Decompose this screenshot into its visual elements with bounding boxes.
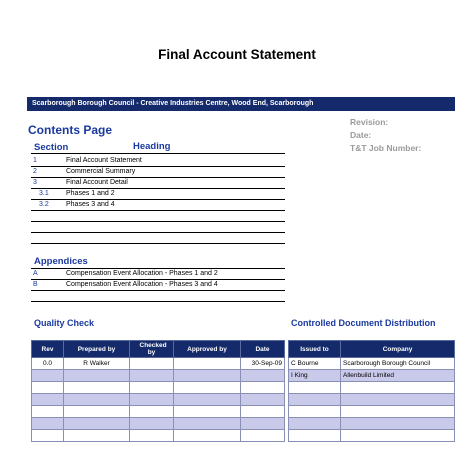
table-cell xyxy=(341,418,455,430)
table-cell xyxy=(130,358,174,370)
appendix-title: Compensation Event Allocation - Phases 3 and 4 xyxy=(66,281,218,288)
job-number-label: T&T Job Number: xyxy=(350,143,422,153)
table-cell xyxy=(174,358,241,370)
table-cell xyxy=(174,418,241,430)
table-cell xyxy=(289,382,341,394)
document-title: Final Account Statement xyxy=(158,47,316,62)
contents-item xyxy=(31,199,285,210)
table-cell xyxy=(241,430,285,442)
table-row xyxy=(289,430,455,442)
column-header: Approved by xyxy=(174,341,241,358)
table-cell xyxy=(32,406,64,418)
column-header: Company xyxy=(341,341,455,358)
distribution-table xyxy=(288,340,455,442)
table-cell xyxy=(64,382,130,394)
divider xyxy=(31,153,285,154)
table-cell xyxy=(174,370,241,382)
table-cell xyxy=(341,430,455,442)
table-cell: C Bourne xyxy=(289,358,341,370)
revision-label: Revision: xyxy=(350,117,389,127)
table-cell: Scarborough Borough Council xyxy=(341,358,455,370)
table-cell xyxy=(341,382,455,394)
table-row xyxy=(32,382,285,394)
table-cell: 0.0 xyxy=(32,358,64,370)
quality-check-title: Quality Check xyxy=(34,318,95,328)
table-cell xyxy=(64,418,130,430)
appendix-letter: B xyxy=(33,281,38,288)
contents-item-title: Final Account Statement xyxy=(66,157,142,164)
table-cell xyxy=(289,418,341,430)
table-cell xyxy=(241,394,285,406)
quality-check-table xyxy=(31,340,285,442)
contents-item xyxy=(31,166,285,177)
appendices-title: Appendices xyxy=(34,256,88,267)
divider xyxy=(31,301,285,302)
table-cell: Allenbuild Limited xyxy=(341,370,455,382)
table-cell xyxy=(289,430,341,442)
table-cell xyxy=(32,418,64,430)
distribution-title: Controlled Document Distribution xyxy=(291,318,436,328)
table-cell: 30-Sep-09 xyxy=(241,358,285,370)
table-cell xyxy=(241,406,285,418)
contents-item-title: Phases 1 and 2 xyxy=(66,190,115,197)
heading-column-header: Heading xyxy=(133,141,171,152)
table-cell xyxy=(130,430,174,442)
table-cell xyxy=(289,406,341,418)
divider xyxy=(31,243,285,244)
project-banner-text: Scarborough Borough Council - Creative Industries Centre, Wood End, Scarborough xyxy=(32,100,314,107)
table-cell xyxy=(341,406,455,418)
table-cell xyxy=(174,394,241,406)
table-cell xyxy=(241,370,285,382)
table-row xyxy=(32,370,285,382)
table-row xyxy=(289,394,455,406)
table-cell xyxy=(32,382,64,394)
table-cell xyxy=(130,394,174,406)
appendix-item xyxy=(31,279,285,290)
table-cell xyxy=(341,394,455,406)
table-cell xyxy=(64,430,130,442)
date-label: Date: xyxy=(350,130,372,140)
table-cell xyxy=(174,382,241,394)
table-row xyxy=(289,418,455,430)
column-header: Issued to xyxy=(289,341,341,358)
column-header: Prepared by xyxy=(64,341,130,358)
table-row xyxy=(289,382,455,394)
table-cell xyxy=(64,370,130,382)
divider xyxy=(31,221,285,222)
table-row xyxy=(32,430,285,442)
contents-item-number: 1 xyxy=(33,157,37,164)
table-cell xyxy=(241,418,285,430)
contents-item-title: Final Account Detail xyxy=(66,179,128,186)
column-header-text: Checked by xyxy=(139,342,167,356)
contents-item-title: Phases 3 and 4 xyxy=(66,201,115,208)
table-cell xyxy=(241,382,285,394)
divider xyxy=(31,290,285,291)
contents-item-number: 3 xyxy=(33,179,37,186)
table-row xyxy=(289,358,455,370)
project-banner xyxy=(27,97,455,111)
table-cell xyxy=(64,406,130,418)
table-row xyxy=(289,370,455,382)
table-cell xyxy=(32,430,64,442)
table-cell xyxy=(32,370,64,382)
table-cell xyxy=(174,430,241,442)
contents-item-number: 2 xyxy=(33,168,37,175)
divider xyxy=(31,232,285,233)
contents-item xyxy=(31,188,285,199)
table-cell xyxy=(64,394,130,406)
table-cell xyxy=(130,370,174,382)
table-cell xyxy=(174,406,241,418)
appendix-letter: A xyxy=(33,270,38,277)
table-row xyxy=(32,358,285,370)
table-row xyxy=(32,418,285,430)
appendix-title: Compensation Event Allocation - Phases 1 and 2 xyxy=(66,270,218,277)
contents-item-number: 3.1 xyxy=(39,190,49,197)
table-cell xyxy=(289,394,341,406)
contents-item-title: Commercial Summary xyxy=(66,168,136,175)
table-row xyxy=(289,406,455,418)
table-cell xyxy=(32,394,64,406)
table-cell xyxy=(130,382,174,394)
divider xyxy=(31,210,285,211)
column-header: Rev xyxy=(32,341,64,358)
contents-item xyxy=(31,155,285,166)
table-cell: R Walker xyxy=(64,358,130,370)
column-header: Date xyxy=(241,341,285,358)
table-cell xyxy=(130,418,174,430)
section-column-header: Section xyxy=(34,142,69,153)
table-row xyxy=(32,394,285,406)
appendix-item xyxy=(31,268,285,279)
table-row xyxy=(32,406,285,418)
table-cell xyxy=(130,406,174,418)
contents-item-number: 3.2 xyxy=(39,201,49,208)
column-header xyxy=(130,341,174,358)
contents-item xyxy=(31,177,285,188)
table-cell: I King xyxy=(289,370,341,382)
contents-page-title: Contents Page xyxy=(28,123,113,137)
